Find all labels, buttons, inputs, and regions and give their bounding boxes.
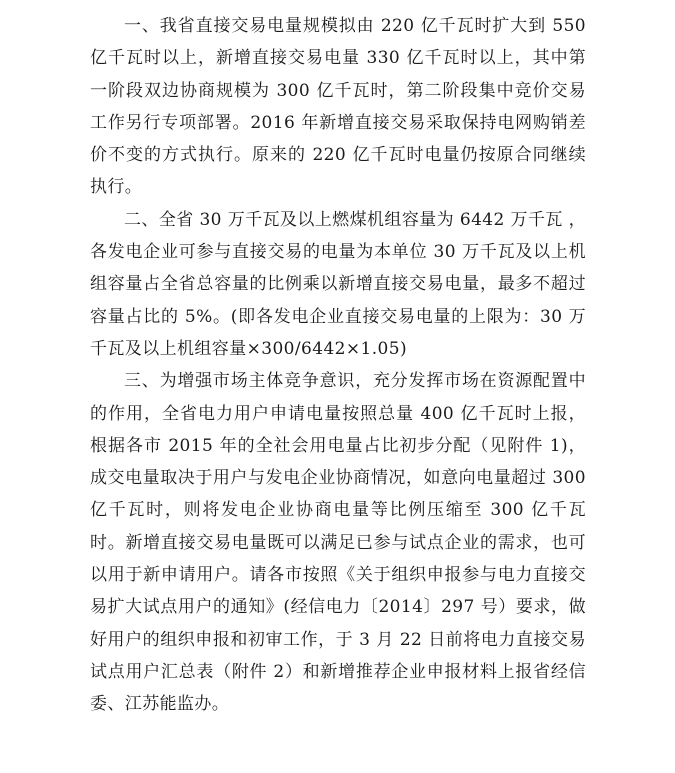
paragraph-2: 二、全省 30 万千瓦及以上燃煤机组容量为 6442 万千瓦 ，各发电企业可参与直接交易的电量为本单位 30 万千瓦及以上机组容量占全省总容量的比例乘以新增直接交易电量，最多不超过容量占比的 5%。(即各发电企业直接交易电量的上限为：30 万千瓦及以上机组容量×300/6442×1.05) bbox=[90, 209, 586, 359]
paragraph-3: 三、为增强市场主体竞争意识，充分发挥市场在资源配置中的作用，全省电力用户申请电量按照总量 400 亿千瓦时上报，根据各市 2015 年的全社会用电量占比初步分配（见附件 1)，成交电量取决于用户与发电企业协商情况，如意向电量超过 300 亿千瓦时，则将发电企业协商电量等比例压缩至 300 亿千瓦时。新增直接交易电量既可以满足已参与试点企业的需求，也可以用于新申请用户。请各市按照《关于组织申报参与电力直接交易扩大试点用户的通知》(经信电力〔2014〕297 号）要求，做好用户的组织申报和初审工作，于 3 月 22 日前将电力直接交易试点用户汇总表（附件 2）和新增推荐企业申报材料上报省经信委、江苏能监办。 bbox=[90, 371, 586, 715]
paragraph-1: 一、我省直接交易电量规模拟由 220 亿千瓦时扩大到 550 亿千瓦时以上，新增直接交易电量 330 亿千瓦时以上，其中第一阶段双边协商规模为 300 亿千瓦时，第二阶段集中竞价交易工作另行专项部署。2016 年新增直接交易采取保持电网购销差价不变的方式执行。原来的 220 亿千瓦时电量仍按原合同继续执行。 bbox=[90, 16, 586, 198]
document-body bbox=[90, 0, 586, 721]
